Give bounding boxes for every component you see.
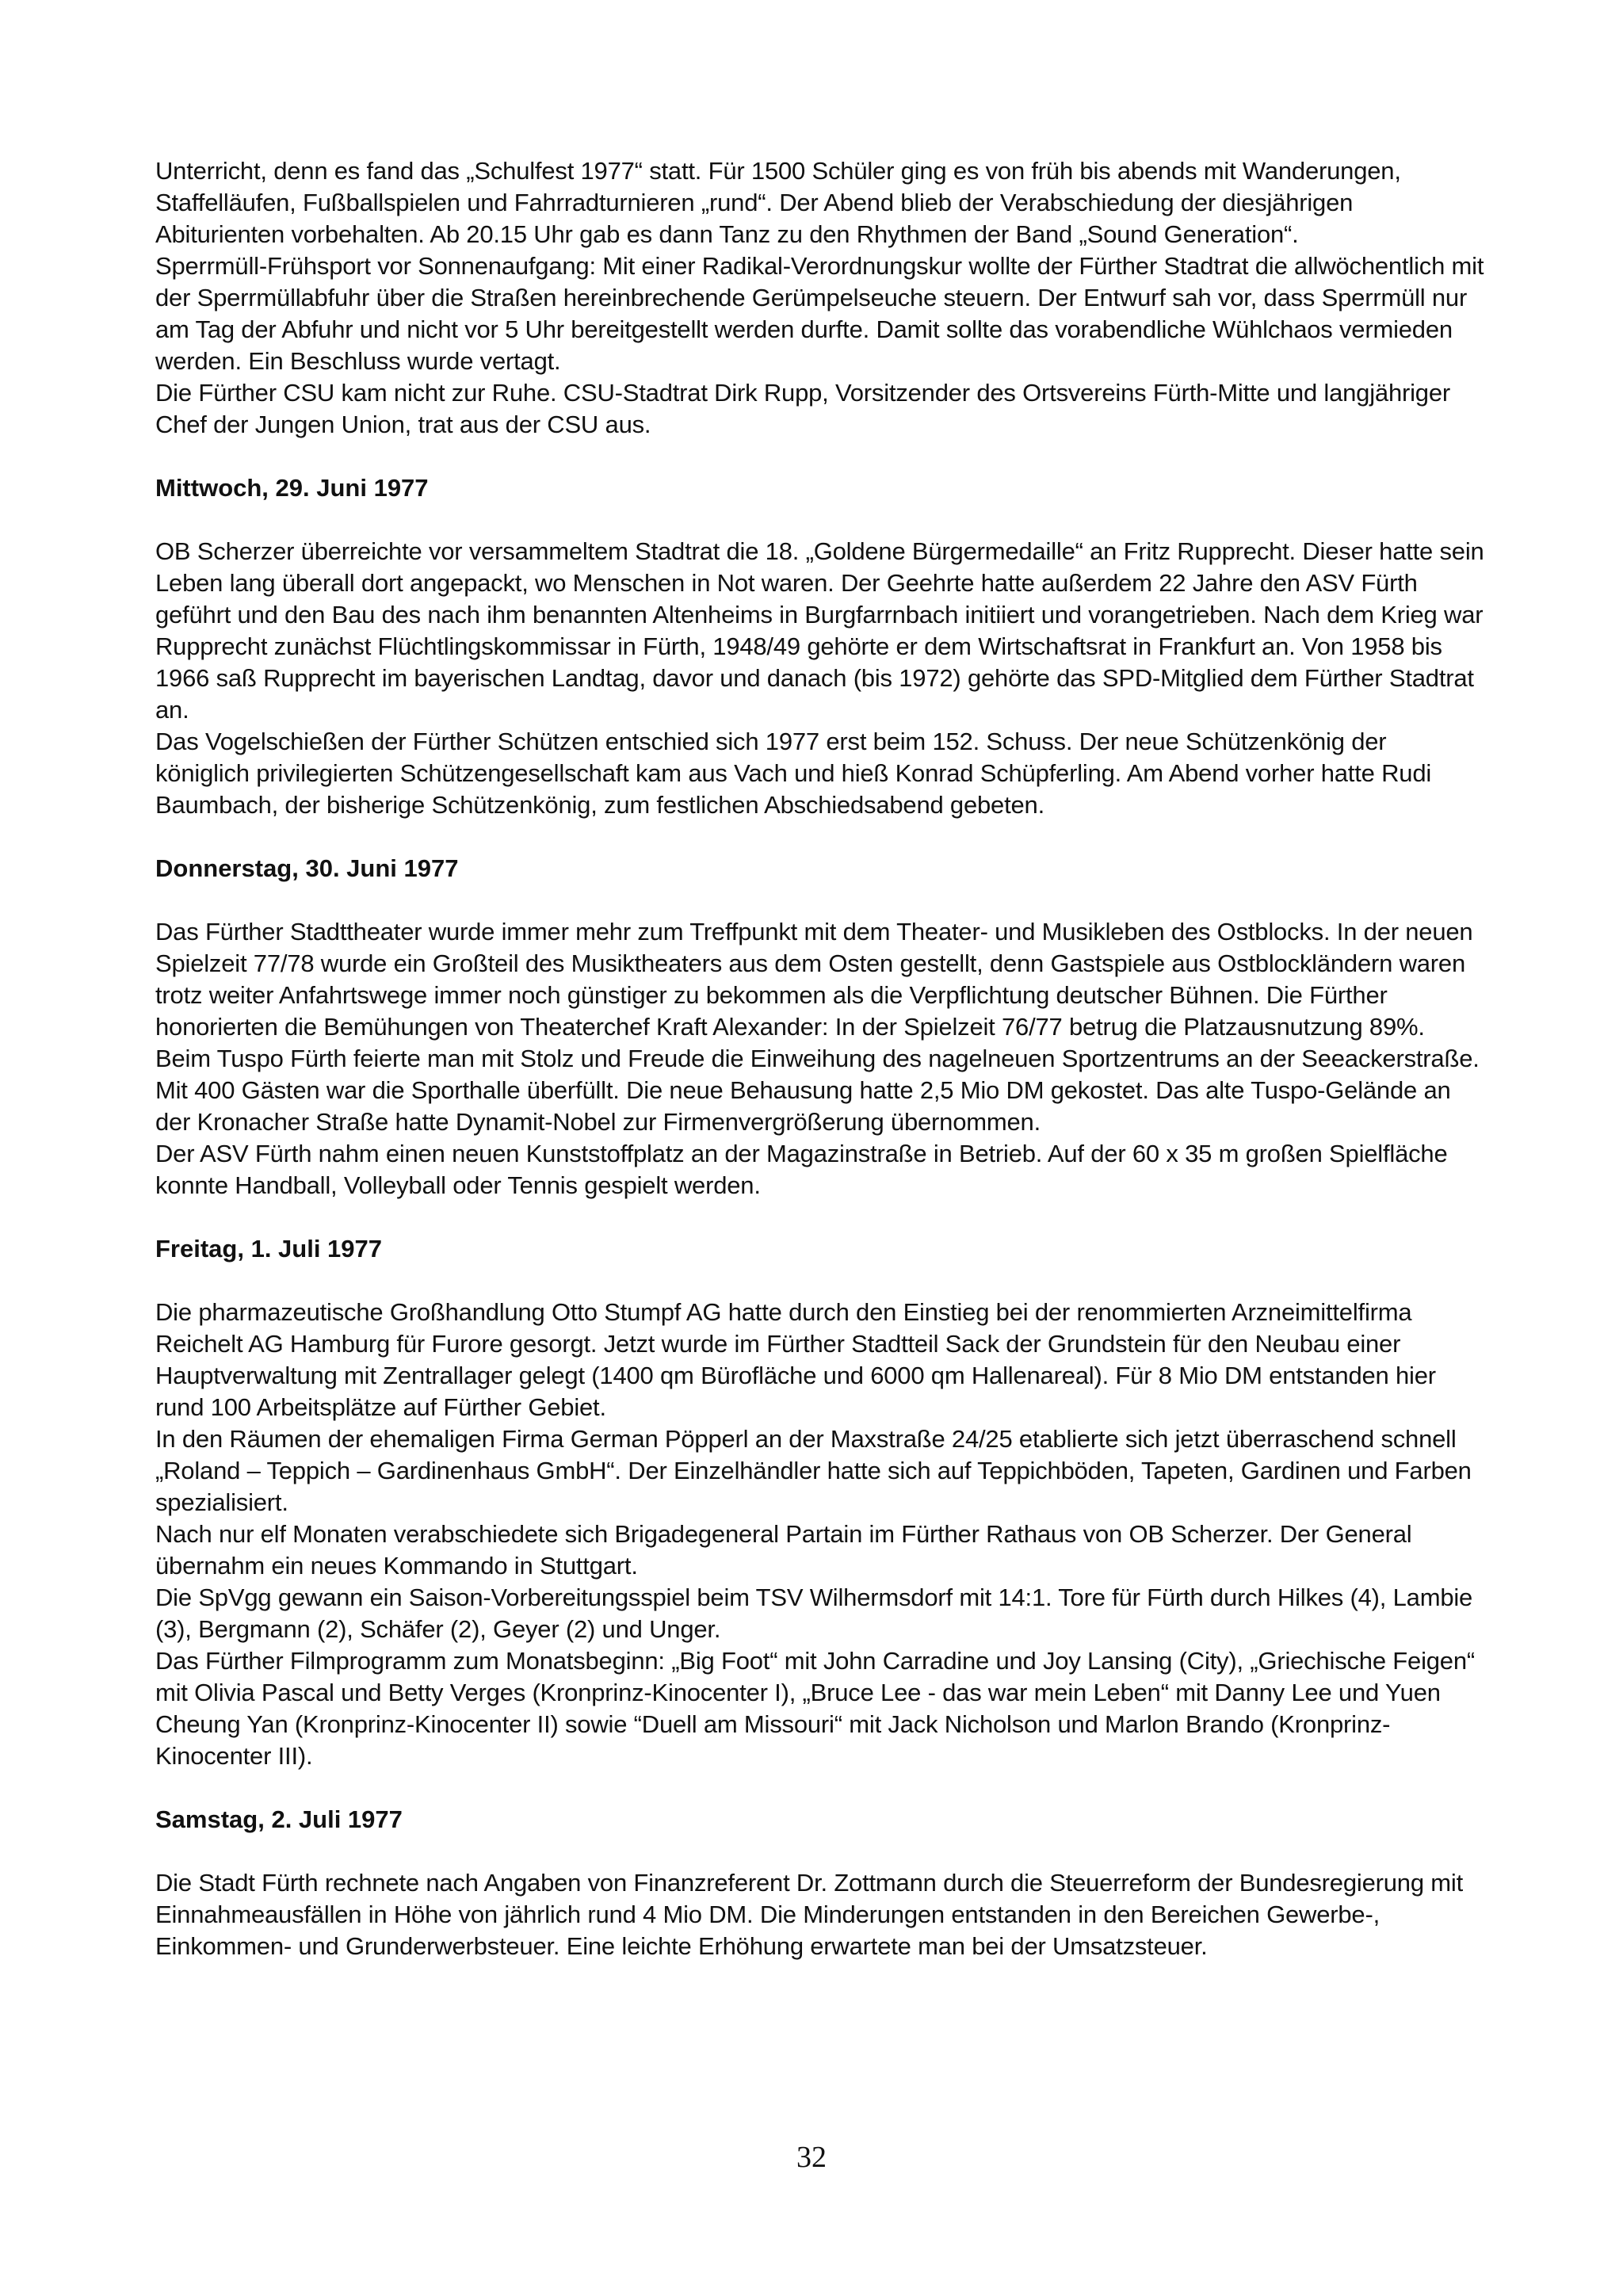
day-section-thursday bbox=[155, 853, 1487, 1201]
paragraph: Der ASV Fürth nahm einen neuen Kunststoffplatz an der Magazinstraße in Betrieb. Auf der 60 x 35 m großen Spielfläche konnte Handball, Volleyball oder Tennis gespielt werden. bbox=[155, 1140, 1448, 1199]
page-number: 32 bbox=[796, 2141, 827, 2174]
intro-block bbox=[155, 155, 1487, 441]
section-heading: Freitag, 1. Juli 1977 bbox=[155, 1235, 383, 1263]
day-section-saturday bbox=[155, 1804, 1487, 1962]
paragraph: Nach nur elf Monaten verabschiedete sich Brigadegeneral Partain im Fürther Rathaus von OB Scherzer. Der General übernahm ein neues Kommando in Stuttgart. bbox=[155, 1520, 1412, 1580]
paragraph: Unterricht, denn es fand das „Schulfest 1977“ statt. Für 1500 Schüler ging es von früh bis abends mit Wanderungen, Staffelläufen, Fußballspielen und Fahrradturnieren „rund“. Der Abend blieb der Verabschiedung der diesjährigen Abiturienten vorbehalten. Ab 20.15 Uhr gab es dann Tanz zu den Rhythmen der Band „Sound Generation“. bbox=[155, 157, 1401, 248]
day-section-friday bbox=[155, 1233, 1487, 1772]
paragraph: Sperrmüll-Frühsport vor Sonnenaufgang: Mit einer Radikal-Verordnungskur wollte der Fürther Stadtrat die allwöchentlich mit der Sperrmüllabfuhr über die Straßen hereinbrechende Gerümpelseuche steuern. Der Entwurf sah vor, dass Sperrmüll nur am Tag der Abfuhr und nicht vor 5 Uhr bereitgestellt werden durfte. Damit sollte das vorabendliche Wühlchaos vermieden werden. Ein Beschluss wurde vertagt. bbox=[155, 252, 1484, 375]
section-heading: Donnerstag, 30. Juni 1977 bbox=[155, 854, 459, 882]
paragraph: Das Fürther Stadttheater wurde immer mehr zum Treffpunkt mit dem Theater- und Musikleben des Ostblocks. In der neuen Spielzeit 77/78 wurde ein Großteil des Musiktheaters aus dem Osten gestellt, denn Gastspiele aus Ostblockländern waren trotz weiter Anfahrtswege immer noch günstiger zu bekommen als die Verpflichtung deutscher Bühnen. Die Fürther honorierten die Bemühungen von Theaterchef Kraft Alexander: In der Spielzeit 76/77 betrug die Platzausnutzung 89%. bbox=[155, 918, 1473, 1041]
section-heading: Samstag, 2. Juli 1977 bbox=[155, 1805, 403, 1833]
paragraph: Beim Tuspo Fürth feierte man mit Stolz und Freude die Einweihung des nagelneuen Sportzentrums an der Seeackerstraße. Mit 400 Gästen war die Sporthalle überfüllt. Die neue Behausung hatte 2,5 Mio DM gekostet. Das alte Tuspo-Gelände an der Kronacher Straße hatte Dynamit-Nobel zur Firmenvergrößerung übernommen. bbox=[155, 1045, 1480, 1136]
paragraph: Das Fürther Filmprogramm zum Monatsbeginn: „Big Foot“ mit John Carradine und Joy Lansing (City), „Griechische Feigen“ mit Olivia Pascal und Betty Verges (Kronprinz-Kinocenter I), „Bruce Lee - das war mein Leben“ mit Danny Lee und Yuen Cheung Yan (Kronprinz-Kinocenter II) sowie “Duell am Missouri“ mit Jack Nicholson und Marlon Brando (Kronprinz-Kinocenter III). bbox=[155, 1647, 1476, 1770]
paragraph: OB Scherzer überreichte vor versammeltem Stadtrat die 18. „Goldene Bürgermedaille“ an Fritz Rupprecht. Dieser hatte sein Leben lang überall dort angepackt, wo Menschen in Not waren. Der Geehrte hatte außerdem 22 Jahre den ASV Fürth geführt und den Bau des nach ihm benannten Altenheims in Burgfarrnbach initiiert und vorangetrieben. Nach dem Krieg war Rupprecht zunächst Flüchtlingskommissar in Fürth, 1948/49 gehörte er dem Wirtschaftsrat in Frankfurt an. Von 1958 bis 1966 saß Rupprecht im bayerischen Landtag, davor und danach (bis 1972) gehörte das SPD-Mitglied dem Fürther Stadtrat an. bbox=[155, 537, 1484, 724]
paragraph: Die pharmazeutische Großhandlung Otto Stumpf AG hatte durch den Einstieg bei der renommierten Arzneimittelfirma Reichelt AG Hamburg für Furore gesorgt. Jetzt wurde im Fürther Stadtteil Sack der Grundstein für den Neubau einer Hauptverwaltung mit Zentrallager gelegt (1400 qm Bürofläche und 6000 qm Hallenareal). Für 8 Mio DM entstanden hier rund 100 Arbeitsplätze auf Fürther Gebiet. bbox=[155, 1298, 1436, 1421]
day-section-wednesday bbox=[155, 472, 1487, 821]
paragraph: Die SpVgg gewann ein Saison-Vorbereitungsspiel beim TSV Wilhermsdorf mit 14:1. Tore für Fürth durch Hilkes (4), Lambie (3), Bergmann (2), Schäfer (2), Geyer (2) und Unger. bbox=[155, 1584, 1473, 1643]
document-page bbox=[155, 155, 1487, 1962]
paragraph: Die Stadt Fürth rechnete nach Angaben von Finanzreferent Dr. Zottmann durch die Steuerreform der Bundesregierung mit Einnahmeausfällen in Höhe von jährlich rund 4 Mio DM. Die Minderungen entstanden in den Bereichen Gewerbe-, Einkommen- und Grunderwerbsteuer. Eine leichte Erhöhung erwartete man bei der Umsatzsteuer. bbox=[155, 1869, 1463, 1960]
section-heading: Mittwoch, 29. Juni 1977 bbox=[155, 474, 429, 502]
paragraph: In den Räumen der ehemaligen Firma German Pöpperl an der Maxstraße 24/25 etablierte sich jetzt überraschend schnell „Roland – Teppich – Gardinenhaus GmbH“. Der Einzelhändler hatte sich auf Teppichböden, Tapeten, Gardinen und Farben spezialisiert. bbox=[155, 1425, 1472, 1516]
paragraph: Die Fürther CSU kam nicht zur Ruhe. CSU-Stadtrat Dirk Rupp, Vorsitzender des Ortsvereins Fürth-Mitte und langjähriger Chef der Jungen Union, trat aus der CSU aus. bbox=[155, 379, 1451, 438]
paragraph: Das Vogelschießen der Fürther Schützen entschied sich 1977 erst beim 152. Schuss. Der neue Schützenkönig der königlich privilegierten Schützengesellschaft kam aus Vach und hieß Konrad Schüpferling. Am Abend vorher hatte Rudi Baumbach, der bisherige Schützenkönig, zum festlichen Abschiedsabend gebeten. bbox=[155, 728, 1432, 819]
